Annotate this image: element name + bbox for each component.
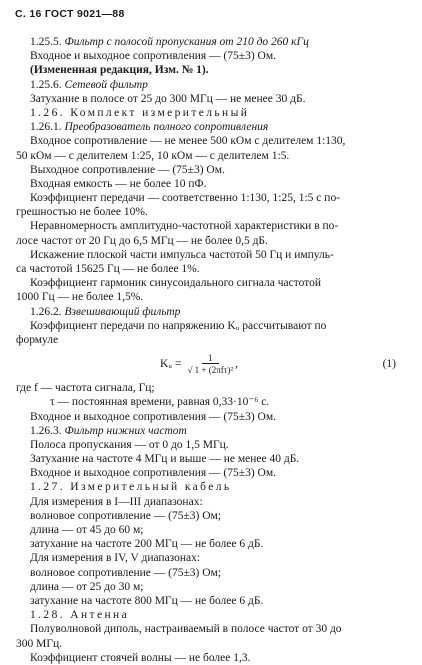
text-line — [30, 106, 402, 120]
text-line — [16, 333, 402, 347]
line-text: Входное и выходное сопротивления — (75±3) Ом. — [30, 50, 276, 63]
line-text: затухание на частоте 200 МГц — не более 6 дБ. — [30, 538, 264, 551]
text-line — [30, 594, 402, 608]
line-text: грешностью не более 10%. — [16, 206, 148, 219]
line-text: 1.26.2. — [30, 305, 65, 318]
text-line — [30, 452, 402, 466]
text-line — [30, 410, 402, 424]
line-text: длина — от 25 до 30 м; — [30, 580, 144, 593]
line-text: лосе частот от 20 Гц до 6,5 МГц — не более 0,5 дБ. — [16, 234, 268, 247]
text-line — [30, 305, 402, 319]
text-line — [16, 637, 402, 651]
line-text: 1.25.6. — [30, 78, 65, 91]
line-text: Неравномерность амплитудно-частотной характеристики в по- — [30, 220, 339, 233]
line-text: Коэффициент передачи — соответственно 1:130, 1:25, 1:5 с по- — [30, 192, 341, 205]
line-text: са частотой 15625 Гц — не более 1%. — [16, 263, 200, 275]
text-line — [16, 205, 402, 219]
line-text: затухание на частоте 800 МГц — не более 6 дБ. — [30, 594, 264, 607]
text-line — [30, 219, 402, 233]
line-text: Для измерения в IV, V диапазонах: — [30, 552, 201, 565]
document-body — [16, 35, 402, 665]
text-line — [30, 509, 402, 523]
line-text: волновое сопротивление — (75±3) Ом; — [30, 566, 222, 579]
equation-number: (1) — [382, 358, 396, 371]
formula-tail: , — [235, 358, 238, 371]
text-line — [30, 566, 402, 580]
line-text: 50 кОм — с делителем 1:25, 10 кОм — с делителем 1:5. — [16, 149, 290, 162]
line-text: 1.28. Антенна — [30, 609, 130, 622]
line-text: (Измененная редакция, Изм. № 1). — [30, 64, 209, 77]
text-line — [16, 381, 402, 395]
line-italic-title: Преобразователь полного сопротивления — [64, 121, 269, 134]
text-line — [30, 134, 402, 148]
text-line — [16, 290, 402, 304]
line-text: Для измерения в I—III диапазонах: — [30, 495, 203, 508]
text-line — [30, 424, 402, 438]
line-text: где f — частота сигнала, Гц; — [16, 382, 155, 395]
line-text: Затухание на частоте 4 МГц и выше — не менее 40 дБ. — [30, 453, 300, 466]
formula-fraction — [185, 353, 235, 375]
text-line — [30, 35, 402, 49]
line-italic-title: Взвешивающий фильтр — [64, 305, 181, 318]
text-line — [16, 262, 402, 276]
text-line — [30, 120, 402, 134]
line-text: Входное и выходное сопротивления — (75±3) Ом. — [30, 467, 276, 480]
formula-row — [30, 351, 402, 379]
line-text: Входное и выходное сопротивления — (75±3) Ом. — [30, 410, 276, 423]
line-text: 1.27. Измерительный кабель — [30, 481, 232, 494]
line-text: Выходное сопротивление — (75±3) Ом. — [30, 163, 225, 176]
line-italic-title: Фильтр нижних частот — [64, 424, 187, 437]
text-line — [30, 608, 402, 622]
line-text: Коэффициент гармоник синусоидального сигнала частотой — [30, 277, 321, 290]
formula-denominator: √ 1 + (2πfτ)² — [187, 365, 234, 376]
text-line — [30, 580, 402, 594]
line-text: волновое сопротивление — (75±3) Ом; — [30, 509, 222, 522]
page-header: С. 16 ГОСТ 9021—88 — [15, 8, 125, 20]
line-text: τ — постоянная времени, равная 0,33·10⁻⁶ с. — [50, 396, 270, 409]
text-line — [30, 537, 402, 551]
line-italic-title: Сетевой фильтр — [64, 78, 148, 91]
text-line — [30, 319, 402, 333]
text-line — [30, 480, 402, 494]
line-text: Входная емкость — не более 10 пФ. — [30, 177, 207, 190]
text-line — [30, 92, 402, 106]
formula-numerator: 1 — [202, 353, 219, 364]
line-text: 1.26.1. — [30, 121, 65, 134]
formula-lhs: Kᵤ = — [160, 358, 182, 371]
text-line — [30, 78, 402, 92]
text-block-2 — [16, 381, 402, 665]
text-line — [16, 149, 402, 163]
line-text: Коэффициент стоячей волны — не более 1,3. — [30, 651, 251, 664]
line-text: формуле — [16, 333, 59, 346]
text-line — [30, 49, 402, 63]
line-text: 1.25.5. — [30, 36, 65, 48]
text-line — [30, 191, 402, 205]
text-line — [30, 523, 402, 537]
line-text: 1000 Гц — не более 1,5%. — [16, 291, 144, 304]
line-text: Искажение плоской части импульса частотой 50 Гц и импуль- — [30, 248, 334, 261]
line-text: Коэффициент передачи по напряжению Kᵤ рассчитывают по — [30, 319, 327, 332]
line-text: Входное сопротивление — не менее 500 кОм с делителем 1:130, — [30, 135, 346, 148]
line-text: Полуволновой диполь, настраиваемый в полосе частот от 30 до — [30, 623, 342, 636]
text-line — [30, 163, 402, 177]
text-block-1 — [16, 35, 402, 347]
text-line — [30, 466, 402, 480]
line-text: длина — от 45 до 60 м; — [30, 524, 144, 536]
text-line — [30, 395, 402, 409]
text-line — [30, 177, 402, 191]
line-italic-title: Фильтр с полосой пропускания от 210 до 260 кГц — [64, 36, 309, 48]
text-line — [30, 651, 402, 665]
line-text: Полоса пропускания — от 0 до 1,5 МГц. — [30, 438, 229, 451]
line-text: 1.26. Комплект измерительный — [30, 106, 250, 119]
line-text: 1.26.3. — [30, 424, 65, 437]
text-line — [30, 63, 402, 77]
text-line — [16, 234, 402, 248]
text-line — [30, 276, 402, 290]
line-text: 300 МГц. — [16, 637, 63, 650]
formula — [160, 353, 238, 375]
text-line — [30, 622, 402, 636]
text-line — [30, 248, 402, 262]
text-line — [30, 495, 402, 509]
text-line — [30, 551, 402, 565]
text-line — [30, 438, 402, 452]
line-text: Затухание в полосе от 25 до 300 МГц — не менее 30 дБ. — [30, 92, 306, 105]
